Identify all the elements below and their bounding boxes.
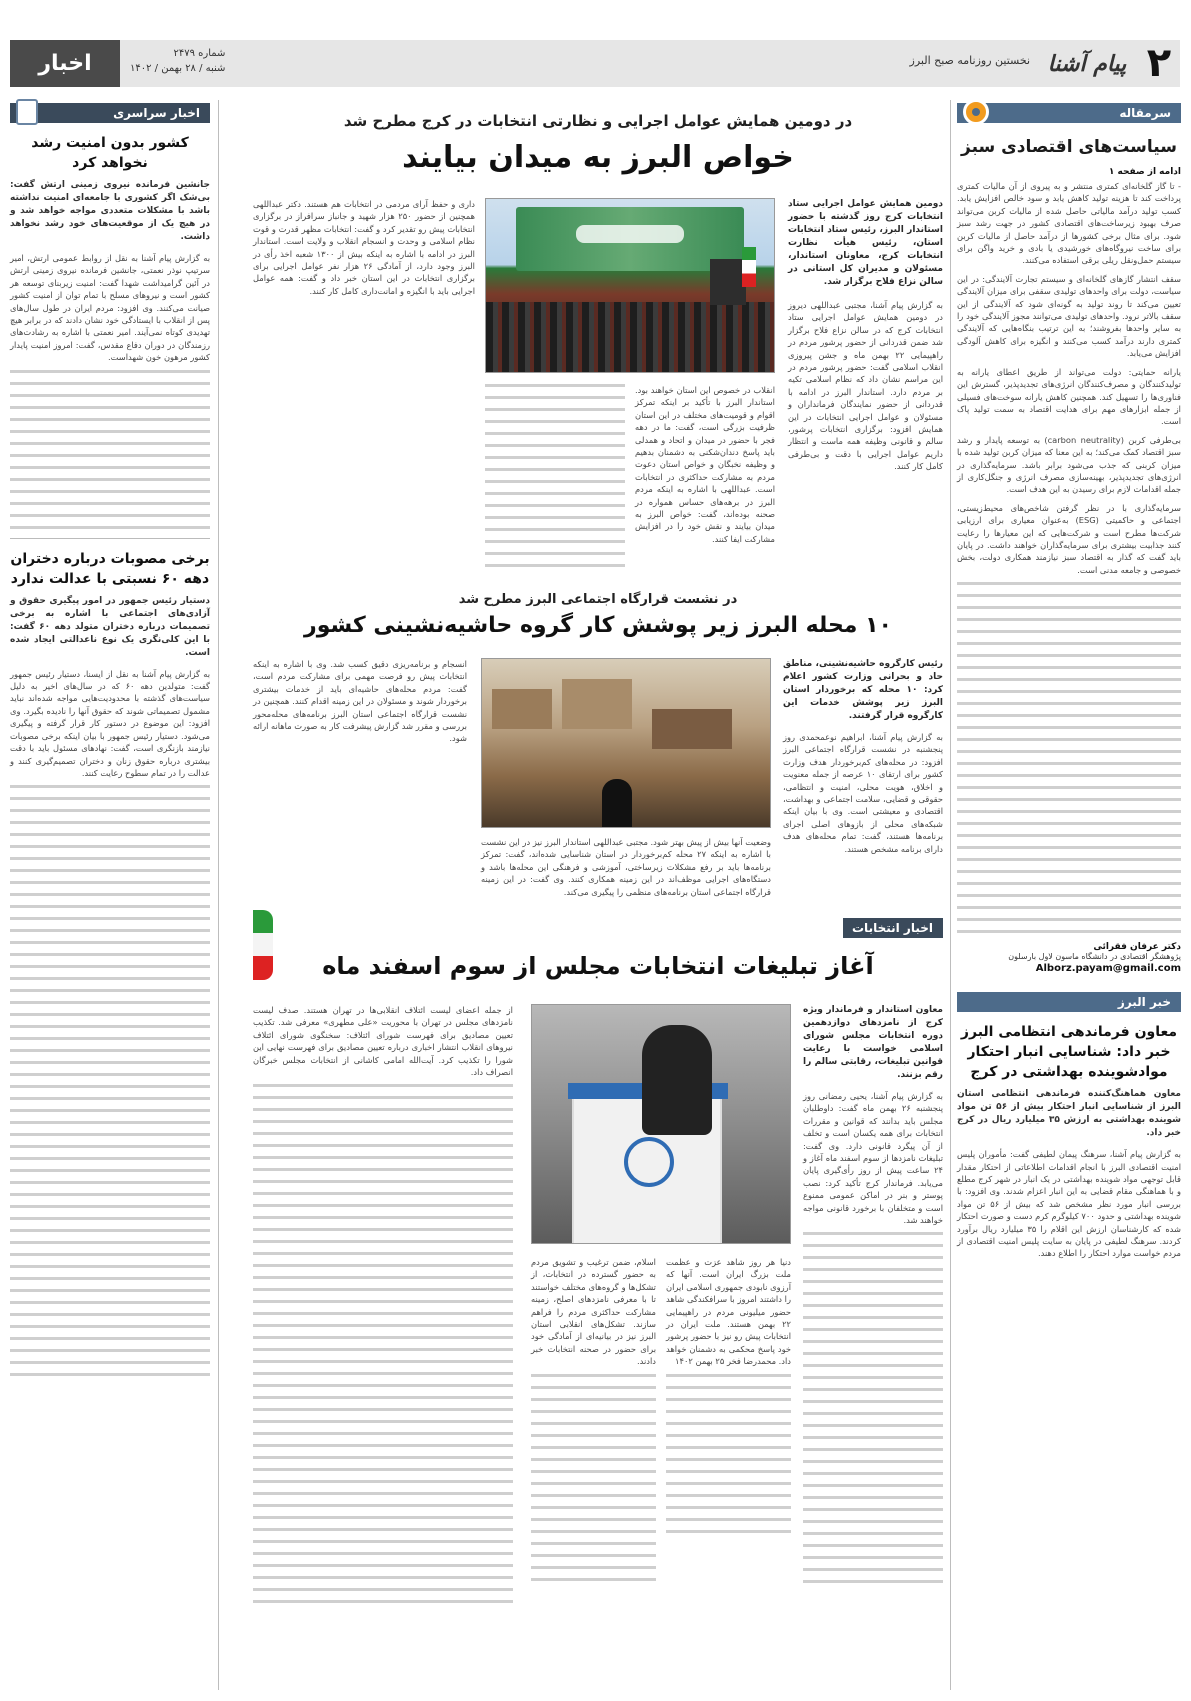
elections-body: اسلام، ضمن ترغیب و تشویق مردم به حضور گسترده در انتخابات، از تشکل‌ها و گروه‌های مختلف خواستند تا با معرفی نامزدهای اصلح، زمینه مشارکت حداکثری مردم را فراهم سازند. تشکل‌های انقلابی استان البرز نیز در بیانیه‌ای از آمادگی خود برای حضور در صحنه انتخابات خبر دادند. xyxy=(531,1257,656,1367)
alborz-news-lead: معاون هماهنگ‌کننده فرماندهی انتظامی استان البرز از شناسایی انبار احتکار بیش از ۵۶ تن مواد شوینده بهداشتی به ارزش ۳۵ میلیارد ریال در کرج خبر داد. xyxy=(957,1089,1182,1139)
elections-mid-col xyxy=(666,1256,791,1542)
editorial-paragraph: - تا گاز گلخانه‌ای کمتری منتشر و به پیروی از آن مالیات کمتری پرداخت کند تا هزینه تولید کاهش یابد و سود خالص افزایش یابد. کسب تولید درآمد مالیاتی حاصل شده از مالیات کربن می‌تواند صرف بهبود زیرساخت‌های اقتصادی کشور در جهت رشد سبز شود. برای مثال برخی کشورها از درآمد حاصل از مالیات کربن برای ساخت نیروگاه‌های خورشیدی یا بادی و خرید واگن برای سیستم حمل‌ونقل ریلی برقی استفاده می‌کنند. xyxy=(957,181,1181,266)
elections-section xyxy=(253,918,943,1688)
column-divider xyxy=(218,100,219,1690)
main-story-body: داری و حفظ آرای مردمی در انتخابات هم هستند. دکتر عبداللهی همچنین از حضور ۲۵۰ هزار شهید و جانباز سرافراز در برگزاری انتخابات پیش رو تقدیر کرد و گفت: انتخابات مظهر قدرت و قوت نظام اسلامی و وحدت و انسجام انقلاب و ولایت است. استاندار البرز در ادامه با اشاره به اینکه بیش از ۱۳۰۰ شعبه اخذ رأی در البرز وجود دارد، از آمادگی ۲۶ هزار نفر عوامل اجرایی برای برگزاری انتخابات در این استان خبر داد و گفت: همه عوامل اجرایی باید با انگیزه و امانت‌داری کامل کار کنند. xyxy=(253,199,475,296)
editorial-paragraph: سقف انتشار گازهای گلخانه‌ای و سیستم تجارت آلایندگی: در این سیاست، دولت برای واحدهای تولیدی سقفی برای میزان آلایندگی تعیین می‌کند تا روند تولید به گونه‌ای شود که آلایندگی از این سقف بالاتر نرود. واحدهای تولیدی می‌توانند مجوز آلایندگی خود را به سایر واحدها بفروشند؛ به این ترتیب بنگاه‌هایی که آلایندگی کمتری دارند درآمد کسب می‌کنند و انگیزه برای کاهش آلودگی افزایش می‌یابد. xyxy=(957,273,1181,359)
conference-photo xyxy=(485,198,775,373)
neighborhood-body: به گزارش پیام آشنا، ابراهیم نوعمحمدی روز پنجشنبه در نشست قرارگاه اجتماعی البرز افزود: در محله‌های کم‌برخوردار هدف وزارت کشور برای ارتقای ۱۰ عرصه از جمله معنویت و اخلاق، هویت محلی، امنیت و انتظامی، حقوقی و قضایی، سلامت اجتماعی و بهداشت، اقتصادی و معیشتی است. وی با بیان اینکه شبکه‌های محلی از بازوهای اصلی اجرای برنامه‌ها هستند، گفت: تمام محله‌های هدف دارای برنامه مشخص هستند. xyxy=(783,732,943,854)
roundup-story2-body: به گزارش پیام آشنا به نقل از ایسنا، دستیار رئیس جمهور گفت: متولدین دهه ۶۰ که در سال‌های اخیر به دلیل سیاست‌های گذشته با محدودیت‌هایی مواجه شده‌اند نباید مشمول تصمیماتی شوند که حقوق آنها را نادیده بگیرد. وی افزود: این موضوع در دستور کار قرار گرفته و پیگیری می‌شود. دستیار رئیس جمهور با بیان اینکه برخی مصوبات نیازمند بازنگری است، گفت: نهادهای مسئول باید با دقت بیشتری درباره حقوق زنان و دختران تصمیم‌گیری کنند و عدالت را در تمام سطوح رعایت کنند. xyxy=(10,668,210,778)
roundup-bar xyxy=(10,103,210,123)
roundup-story2-lead: دستیار رئیس جمهور در امور پیگیری حقوق و آزادی‌های اجتماعی با اشاره به برخی تصمیمات درباره دختران متولد دهه ۶۰ گفت: با این کلی‌نگری یک نوع ناعدالتی ایجاد شده است. xyxy=(10,595,210,658)
main-story-right-col xyxy=(788,198,943,473)
alborz-news-bar xyxy=(957,992,1181,1012)
editorial-paragraph: سرمایه‌گذاری با در نظر گرفتن شاخص‌های محیط‌زیستی، اجتماعی و حاکمیتی (ESG) به‌عنوان معیاری برای ارزیابی شرکت‌ها مطرح است و شرکت‌هایی که این معیارها را رعایت کنند جذابیت بیشتری برای سرمایه‌گذاران خواهند داشت. در پایان باید گفت که گذار به اقتصاد سبز نیازمند همکاری دولت، بخش خصوصی و جامعه مدنی است. xyxy=(957,502,1181,575)
roundup-story1-lead: جانشین فرمانده نیروی زمینی ارتش گفت: بی‌شک اگر کشوری با جامعه‌ای امنیت نداشته باشد با مشکلات متعددی مواجه خواهد شد و در هیچ یک از موقعیت‌های خود رشد نخواهد داشت. xyxy=(10,180,210,242)
roundup-story1-title: کشور بدون امنیت رشد نخواهد کرد xyxy=(31,135,189,171)
editorial-label: سرمقاله xyxy=(1119,106,1171,120)
elections-label: اخبار انتخابات xyxy=(852,921,933,935)
editorial-paragraph: یارانه حمایتی: دولت می‌تواند از طریق اعطای یارانه به تولیدکنندگان و مصرف‌کنندگان انرژی‌های تجدیدپذیر، گسترش این فناوری‌ها را تسهیل کند. همچنین کاهش یارانه سوخت‌های فسیلی از جمله ابزارهای مهم برای هدایت اقتصاد به سمت تولید پاک است. xyxy=(957,366,1181,427)
issue-number: شماره ۲۴۷۹ xyxy=(173,48,226,59)
elections-body: از جمله اعضای لیست ائتلاف انقلابی‌ها در تهران هستند. صدف لیست نامزدهای مجلس در تهران با محوریت «علی مطهری» معرفی شد. تکذیب تعیین مصادیق برای فهرست شورای ائتلاف: سخنگوی شورای ائتلاف نیروهای انقلاب انتشار اخباری درباره تعیین مصادیق برای فهرست نهایی این شورا را تکذیب کرد. آیت‌الله امامی کاشانی از انتخابات مجلس خبرگان انصراف داد. xyxy=(253,1005,513,1078)
voting-photo xyxy=(531,1004,791,1244)
tagline: نخستین روزنامه صبح البرز xyxy=(909,54,1030,67)
main-story-left-col xyxy=(253,198,475,297)
main-story-mid-col xyxy=(635,384,775,545)
main-story-body: انقلاب در خصوص این استان خواهند بود. استاندار البرز با تأکید بر اینکه تمرکز اقوام و قومیت‌های مختلف در این استان ظرفیت بزرگی است، گفت: ما در دهه فجر با حضور در میدان و اتحاد و همدلی باید پاسخ دندان‌شکنی به دشمنان بدهیم و وظیفه نخبگان و خواص استان دعوت مردم به مشارکت حداکثری در انتخابات است. عبداللهی با اشاره به اینکه مردم البرز در برهه‌های حساس همواره در صحنه بوده‌اند، گفت: خواص البرز به میدان بیایند و نقش خود را در افزایش مشارکت ایفا کنند. xyxy=(635,385,775,544)
roundup-label: اخبار سراسری xyxy=(113,106,200,120)
neighborhood-headline: ۱۰ محله البرز زیر پوشش کار گروه حاشیه‌نشینی کشور xyxy=(304,613,892,638)
neighborhood-lead: رئیس کارگروه حاشیه‌نشینی، مناطق حاد و بحرانی وزارت کشور اعلام کرد: ۱۰ محله که برخوردار استان البرز زیر پوشش خدمات این کارگروه قرار گرفتند. xyxy=(783,659,943,721)
text-filler xyxy=(485,384,625,567)
text-filler xyxy=(531,1374,656,1581)
elections-body: دنیا هر روز شاهد عزت و عظمت ملت بزرگ ایران است. آنها که آرزوی نابودی جمهوری اسلامی ایران را داشتند امروز با سرافکندگی شاهد حضور میلیونی مردم در راهپیمایی ۲۲ بهمن هستند. ملت ایران در انتخابات پیش رو نیز با حضور پرشور خود پاسخ محکمی به دشمنان خواهد داد. محمدرضا فخر ۲۵ بهمن ۱۴۰۲ xyxy=(666,1257,791,1367)
neighborhood-photo xyxy=(481,658,771,828)
notepad-icon xyxy=(16,99,38,125)
text-filler xyxy=(803,1232,943,1583)
flag-icon xyxy=(253,910,273,980)
page-number: ۲ xyxy=(1146,40,1172,86)
main-story-body: به گزارش پیام آشنا، مجتبی عبداللهی دیروز در دومین همایش عوامل اجرایی ستاد انتخابات کرج که در سالن نزاع فلاح برگزار شد ضمن قدردانی از حضور پرشور مردم در راهپیمایی ۲۲ بهمن ماه و جشن پیروزی انقلاب اسلامی گفت: حضور پرشور مردم در این مراسم نشان داد که نظام اسلامی تکیه بر مردم دارد. استاندار البرز در ادامه با قدردانی از حضور نمایندگان فرمانداران و مسئولان و عوامل اجرایی انتخابات در این همایش افزود: برگزاری انتخابات پرشور، سالم و قانونی وظیفه همه ماست و انتظار داریم عوامل اجرایی با دقت و بی‌طرفی کامل کار کنند. xyxy=(788,300,943,472)
neighborhood-story xyxy=(253,592,943,897)
roundup-story1-body: به گزارش پیام آشنا به نقل از روابط عمومی ارتش، امیر سرتیپ نوذر نعمتی، جانشین فرمانده نیروی زمینی ارتش در آئین گرامیداشت شهدا گفت: امنیت زیربنای توسعه هر کشور است و نیروهای مسلح با تمام توان از امنیت کشور صیانت می‌کنند. وی افزود: مردم ایران در طول سال‌های پس از انقلاب با ایستادگی خود نشان دادند که در برابر هیچ تهدیدی کوتاه نمی‌آیند. امیر نعمتی با اشاره به رشادت‌های رزمندگان در دوران دفاع مقدس، گفت: امروز امنیت پایدار کشور مرهون خون شهداست. xyxy=(10,253,210,363)
editorial-title: سیاست‌های اقتصادی سبز xyxy=(961,137,1177,157)
continued-label: ادامه از صفحه ۱ xyxy=(1108,167,1181,177)
elections-headline: آغاز تبلیغات انتخابات مجلس از سوم اسفند ماه xyxy=(322,952,874,980)
main-story-kicker: در دومین همایش عوامل اجرایی و نظارتی انتخابات در کرج مطرح شد xyxy=(343,112,853,130)
neighborhood-mid-col xyxy=(481,836,771,898)
eye-icon xyxy=(963,99,989,125)
main-story-headline: خواص البرز به میدان بیایند xyxy=(402,140,794,175)
alborz-news-body: به گزارش پیام آشنا، سرهنگ پیمان لطیفی گفت: مأموران پلیس امنیت اقتصادی البرز با انجام اقدامات اطلاعاتی از احتکار مقدار قابل توجهی مواد شوینده بهداشتی در یک انبار در شهر کرج مطلع و با هماهنگی مقام قضایی به این انبار اعزام شدند. وی افزود: با بررسی انبار مورد نظر مشخص شد که بیش از ۵۶ تن مواد شوینده بهداشتی و حدود ۷۰۰ کیلوگرم کرم دست و صورت احتکار شده که کارشناسان ارزش این اقلام را ۳۵ میلیارد ریال برآورد کردند. سرهنگ لطیفی در پایان به سایت پلیس امنیت اقتصادی از مردم خواست موارد احتکار را اطلاع دهند. xyxy=(957,1149,1181,1259)
text-filler xyxy=(666,1374,791,1533)
newspaper-logo: پیام آشنا xyxy=(1047,51,1127,77)
text-filler xyxy=(10,370,210,529)
editorial-column xyxy=(957,103,1181,1693)
neighborhood-kicker: در نشست قرارگاه اجتماعی البرز مطرح شد xyxy=(458,592,738,607)
elections-lead: معاون استاندار و فرماندار ویژه کرج از نامزدهای دوازدهمین دوره انتخابات مجلس شورای اسلامی خواست با رعایت قوانین تبلیغات، رقابتی سالم را رقم بزنند. xyxy=(803,1005,943,1080)
editorial-paragraph: بی‌طرفی کربن (carbon neutrality) به توسعه پایدار و رشد سبز اقتصاد کمک می‌کند؛ به این معنا که میزان کربن تولید شده با میزان کربنی که جذب می‌شود برابر باشد. سرمایه‌گذاری در انرژی‌های تجدیدپذیر، بهینه‌سازی مصرف انرژی و جنگل‌کاری از جمله اقدامات لازم برای رسیدن به این هدف است. xyxy=(957,434,1181,495)
elections-bar xyxy=(843,918,943,938)
author-title: پژوهشگر اقتصادی در دانشگاه ماسون لاول بارسلون xyxy=(1008,952,1181,962)
text-filler xyxy=(10,785,210,1376)
alborz-news-label: خبر البرز xyxy=(1117,995,1171,1010)
main-story-lead: دومین همایش عوامل اجرایی ستاد انتخابات کرج روز گذشته با حضور استاندار البرز، رئیس ستاد انتخابات استان، رئیس هیأت نظارت انتخابات کرج، معاونان استاندار، مسئولان و مدیران کل استانی در سالن نزاع فلاح برگزار شد. xyxy=(788,199,943,287)
elections-body: به گزارش پیام آشنا، یحیی رمضانی روز پنجشنبه ۲۶ بهمن ماه گفت: داوطلبان مجلس باید بدانند که قوانین و مقررات انتخابات برای همه یکسان است و تخلف از آن پیگرد قانونی دارد. وی گفت: تبلیغات نامزدها از سوم اسفند ماه آغاز و ۲۴ ساعت پیش از روز رأی‌گیری پایان می‌یابد. فرماندار کرج تأکید کرد: نصب پوستر و بنر در اماکن عمومی ممنوع است و متخلفان با برخورد قانونی مواجه خواهند شد. xyxy=(803,1091,944,1226)
neighborhood-body: انسجام و برنامه‌ریزی دقیق کسب شد. وی با اشاره به اینکه انتخابات پیش رو فرصت مهمی برای مشارکت مردم است، گفت: مردم محله‌های حاشیه‌ای باید از خدمات بیشتری برخوردار شوند و مسئولان در این زمینه اقدام کنند. همچنین در نشست قرارگاه اجتماعی استان البرز برنامه‌های محله‌محور بررسی و مقرر شد گزارش پیشرفت کار به صورت ماهانه ارائه شود. xyxy=(253,659,467,744)
main-story-mid-col-2 xyxy=(485,384,625,576)
elections-right-col xyxy=(803,1004,943,1592)
roundup-column xyxy=(10,103,210,1693)
contact-email[interactable]: Alborz.payam@gmail.com xyxy=(1035,963,1181,975)
section-title: اخبار xyxy=(10,40,120,87)
neighborhood-right-col xyxy=(783,658,943,855)
alborz-news-title: معاون فرماندهی انتظامی البرز خبر داد: شناسایی انبار احتکار موادشوینده بهداشتی در کرج xyxy=(960,1024,1178,1081)
author-name: دکتر عرفان فقرائی xyxy=(1093,942,1181,953)
issue-date: شنبه / ۲۸ بهمن / ۱۴۰۲ xyxy=(130,63,226,74)
text-filler xyxy=(253,1084,513,1603)
elections-mid-col-2 xyxy=(531,1256,656,1590)
issue-meta xyxy=(130,46,225,76)
roundup-story2-title: برخی مصوبات درباره دختران دهه ۶۰ نسبتی با عدالت ندارد xyxy=(10,550,210,587)
text-filler xyxy=(957,582,1181,933)
main-story xyxy=(253,112,943,582)
elections-left-col xyxy=(253,1004,513,1612)
neighborhood-left-col xyxy=(253,658,467,745)
column-divider xyxy=(950,100,951,1690)
neighborhood-body: وضعیت آنها بیش از پیش بهتر شود. مجتبی عبداللهی استاندار البرز نیز در این نشست با اشاره به اینکه ۲۷ محله کم‌برخوردار در استان شناسایی شده‌اند، گفت: تمرکز برنامه‌ها باید بر رفع مشکلات زیرساختی، آموزشی و فرهنگی این محله‌ها باشد و دستگاه‌های اجرایی موظف‌اند در این زمینه همکاری کنند. وی گفت: در این زمینه قرارگاه اجتماعی استان برنامه‌های منظمی را پیگیری می‌کند. xyxy=(481,837,771,897)
editorial-bar xyxy=(957,103,1181,123)
masthead xyxy=(10,40,1180,87)
